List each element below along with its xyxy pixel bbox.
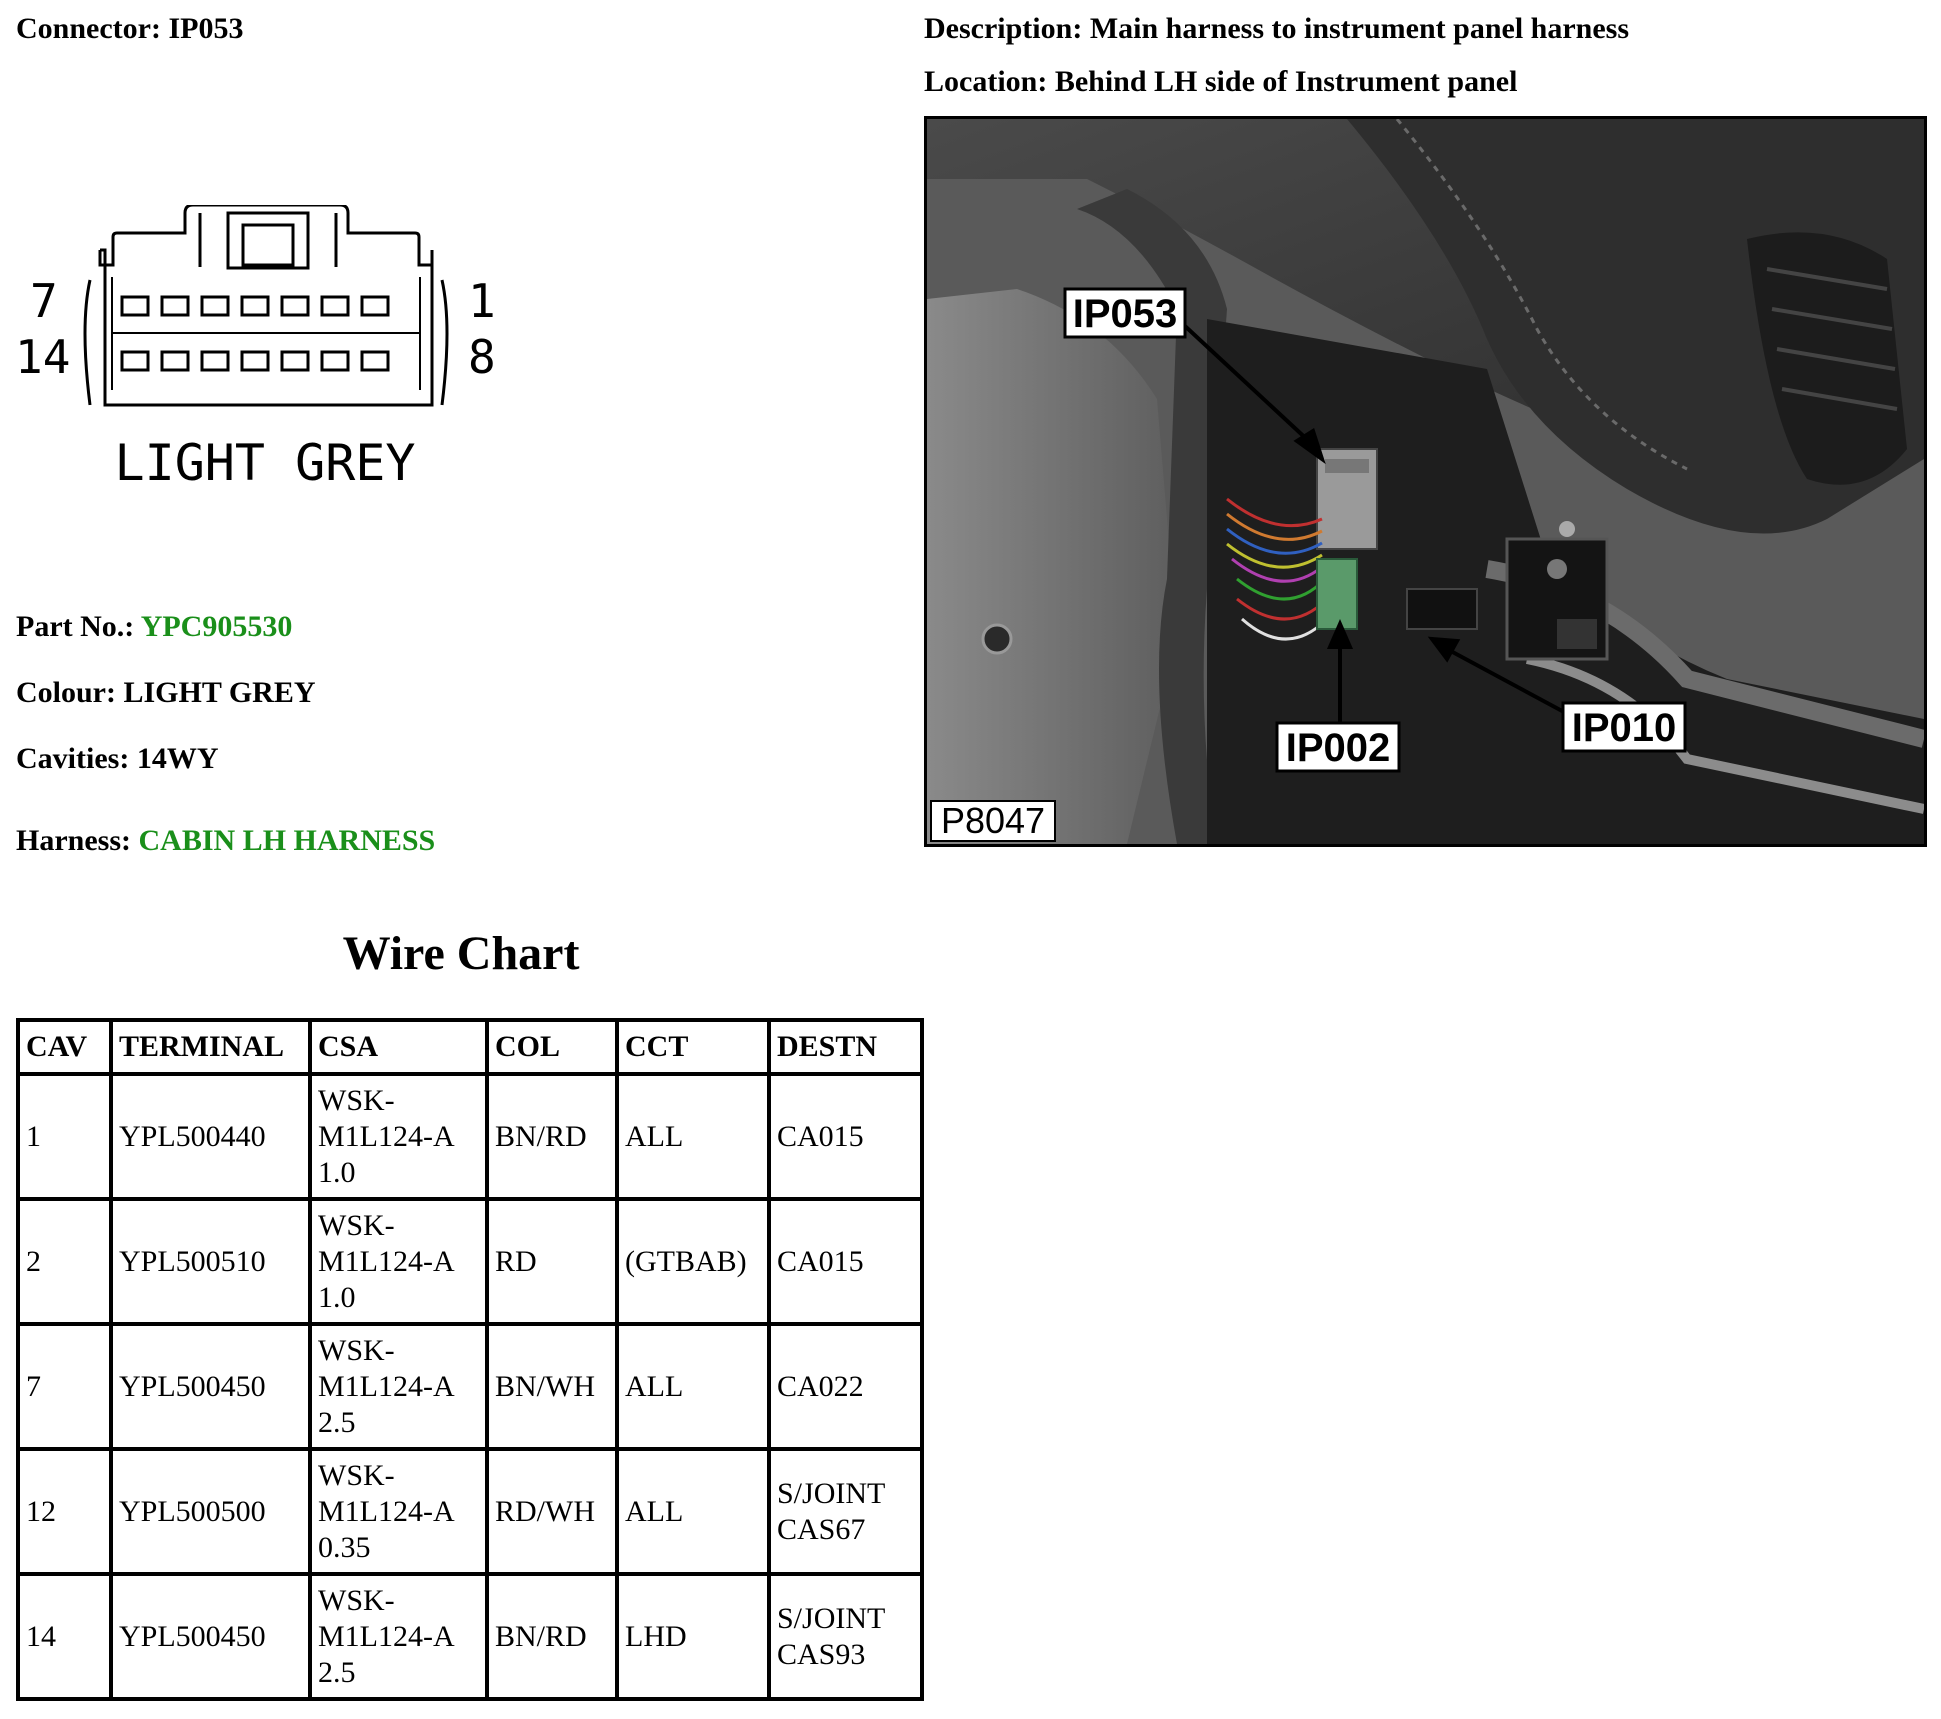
cell-csa: WSK- M1L124-A 2.5	[310, 1574, 487, 1699]
header-csa: CSA	[310, 1020, 487, 1074]
cell-cav: 2	[18, 1199, 111, 1324]
photo-reference: P8047	[940, 800, 1046, 841]
wire-chart-table	[16, 1018, 924, 1701]
part-no-field	[16, 612, 292, 642]
pin-label-7: 7	[30, 274, 58, 328]
table-row	[18, 1449, 922, 1574]
header-cav: CAV	[18, 1020, 111, 1074]
cell-col: BN/RD	[487, 1574, 617, 1699]
cell-col: RD	[487, 1199, 617, 1324]
wire-chart-title: Wire Chart	[342, 927, 580, 980]
cell-terminal: YPL500450	[111, 1324, 310, 1449]
cell-cav: 1	[18, 1074, 111, 1199]
description-field	[924, 14, 1629, 44]
header-col: COL	[487, 1020, 617, 1074]
cavities-value: 14WY	[136, 742, 219, 775]
location-value: Behind LH side of Instrument panel	[1054, 65, 1518, 98]
colour-label: Colour:	[16, 676, 116, 709]
part-no-label: Part No.:	[16, 610, 135, 643]
cavity-row-bottom	[122, 352, 388, 370]
cell-cav: 14	[18, 1574, 111, 1699]
harness-field	[16, 826, 435, 856]
header-cct: CCT	[617, 1020, 769, 1074]
callout-ip002: IP002	[1285, 726, 1391, 770]
table-row	[18, 1074, 922, 1199]
cell-cav: 12	[18, 1449, 111, 1574]
cell-terminal: YPL500450	[111, 1574, 310, 1699]
cell-cct: ALL	[617, 1449, 769, 1574]
pin-label-1: 1	[468, 274, 496, 328]
table-row	[18, 1574, 922, 1699]
location-photo	[924, 116, 1927, 847]
cavities-field	[16, 744, 218, 774]
cell-csa: WSK- M1L124-A 1.0	[310, 1199, 487, 1324]
table-row	[18, 1324, 922, 1449]
wire-table-body	[18, 1074, 922, 1699]
cell-destn: CA022	[769, 1324, 922, 1449]
cell-destn: S/JOINT CAS93	[769, 1574, 922, 1699]
connector-diagram	[10, 205, 510, 505]
header-destn: DESTN	[769, 1020, 922, 1074]
cavity-row-top	[122, 297, 388, 315]
connector-field	[16, 14, 243, 44]
location-label: Location:	[924, 65, 1048, 98]
harness-label: Harness:	[16, 824, 131, 857]
cell-cav: 7	[18, 1324, 111, 1449]
cell-cct: ALL	[617, 1074, 769, 1199]
location-field	[924, 67, 1517, 97]
callout-ip053: IP053	[1072, 292, 1178, 336]
cell-csa: WSK- M1L124-A 0.35	[310, 1449, 487, 1574]
cavities-label: Cavities:	[16, 742, 130, 775]
cell-col: BN/RD	[487, 1074, 617, 1199]
table-row	[18, 1199, 922, 1324]
description-label: Description:	[924, 12, 1083, 45]
description-value: Main harness to instrument panel harness	[1089, 12, 1630, 45]
part-no-value: YPC905530	[140, 610, 293, 643]
connector-value: IP053	[168, 12, 244, 45]
colour-field	[16, 678, 316, 708]
cell-terminal: YPL500500	[111, 1449, 310, 1574]
callout-ip010: IP010	[1571, 706, 1677, 750]
cell-csa: WSK- M1L124-A 1.0	[310, 1074, 487, 1199]
cell-cct: ALL	[617, 1324, 769, 1449]
cell-col: BN/WH	[487, 1324, 617, 1449]
pin-label-14: 14	[15, 330, 71, 384]
cell-destn: CA015	[769, 1199, 922, 1324]
pin-label-8: 8	[468, 330, 496, 384]
cell-csa: WSK- M1L124-A 2.5	[310, 1324, 487, 1449]
cell-destn: CA015	[769, 1074, 922, 1199]
harness-value: CABIN LH HARNESS	[138, 824, 436, 857]
cell-cct: (GTBAB)	[617, 1199, 769, 1324]
colour-value: LIGHT GREY	[123, 676, 316, 709]
connector-label: Connector:	[16, 12, 161, 45]
cell-col: RD/WH	[487, 1449, 617, 1574]
header-terminal: TERMINAL	[111, 1020, 310, 1074]
cell-cct: LHD	[617, 1574, 769, 1699]
diagram-color-label: LIGHT GREY	[114, 434, 416, 492]
cell-terminal: YPL500440	[111, 1074, 310, 1199]
cell-destn: S/JOINT CAS67	[769, 1449, 922, 1574]
table-header-row	[18, 1020, 922, 1074]
cell-terminal: YPL500510	[111, 1199, 310, 1324]
